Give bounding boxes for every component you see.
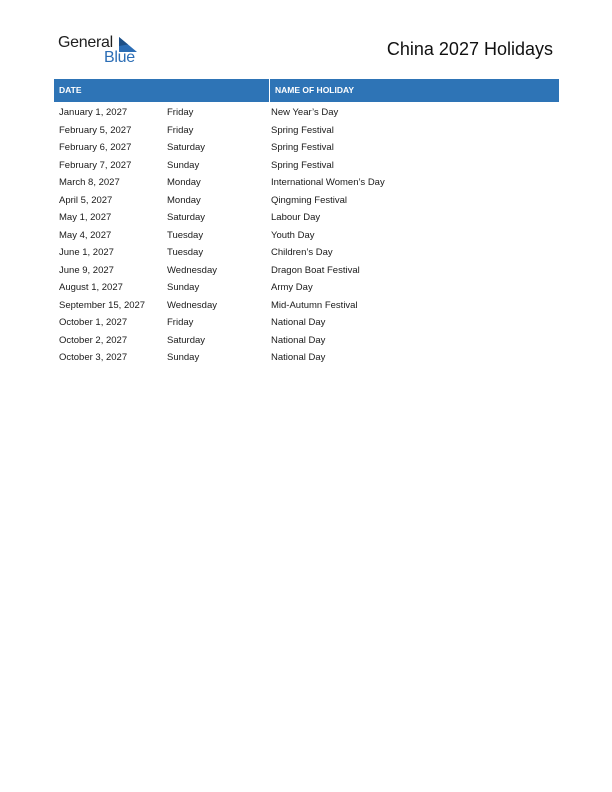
holiday-name: Spring Festival [271,159,334,171]
holiday-weekday: Sunday [167,282,200,294]
table-row [54,349,559,367]
holiday-weekday: Tuesday [167,247,204,259]
table-body [54,104,559,367]
holiday-date: October 3, 2027 [59,352,128,364]
holiday-date: February 5, 2027 [59,124,132,136]
holiday-date: October 1, 2027 [59,317,128,329]
holiday-table [54,79,559,367]
holiday-name: National Day [271,317,326,329]
holiday-weekday: Saturday [167,334,206,346]
holiday-date: May 1, 2027 [59,212,112,224]
table-row [54,279,559,297]
table-row [54,104,559,122]
holiday-name: Dragon Boat Festival [271,264,360,276]
column-header-date: DATE [54,79,270,102]
holiday-name: Labour Day [271,212,321,224]
table-row [54,262,559,280]
holiday-name: Youth Day [271,229,315,241]
table-row [54,122,559,140]
holiday-date: June 9, 2027 [59,264,114,276]
table-row [54,332,559,350]
holiday-name: Mid-Autumn Festival [271,299,358,311]
holiday-weekday: Saturday [167,142,206,154]
table-row [54,227,559,245]
holiday-weekday: Monday [167,177,201,189]
holiday-date: February 7, 2027 [59,159,132,171]
table-row [54,209,559,227]
table-row [54,139,559,157]
table-row [54,157,559,175]
holiday-name: Children’s Day [271,247,333,259]
holiday-date: May 4, 2027 [59,229,112,241]
holiday-name: Army Day [271,282,313,294]
holiday-weekday: Friday [167,317,194,329]
table-row [54,192,559,210]
page-title: China 2027 Holidays [386,39,553,59]
holiday-date: June 1, 2027 [59,247,114,259]
holiday-name: Spring Festival [271,124,334,136]
holiday-date: October 2, 2027 [59,334,128,346]
holiday-name: National Day [271,352,326,364]
holiday-date: September 15, 2027 [59,299,146,311]
holiday-name: New Year’s Day [271,107,339,119]
holiday-weekday: Tuesday [167,229,204,241]
holiday-name: Spring Festival [271,142,334,154]
holiday-weekday: Sunday [167,159,200,171]
holiday-date: March 8, 2027 [59,177,120,189]
holiday-weekday: Sunday [167,352,200,364]
holiday-name: Qingming Festival [271,194,348,206]
holiday-name: National Day [271,334,326,346]
brand-word-general: General [58,34,113,51]
brand-word-blue: Blue [104,49,135,66]
brand-logo [58,34,148,68]
holiday-date: January 1, 2027 [59,107,128,119]
holiday-weekday: Monday [167,194,201,206]
holiday-weekday: Wednesday [167,264,217,276]
table-row [54,314,559,332]
holiday-date: August 1, 2027 [59,282,123,294]
holiday-weekday: Wednesday [167,299,217,311]
holiday-name: International Women’s Day [271,177,385,189]
holiday-weekday: Saturday [167,212,206,224]
table-header [54,79,559,102]
holiday-weekday: Friday [167,107,194,119]
column-header-name: NAME OF HOLIDAY [275,85,355,95]
table-row [54,244,559,262]
holiday-weekday: Friday [167,124,194,136]
holiday-date: April 5, 2027 [59,194,113,206]
table-row [54,174,559,192]
holiday-date: February 6, 2027 [59,142,132,154]
table-row [54,297,559,315]
